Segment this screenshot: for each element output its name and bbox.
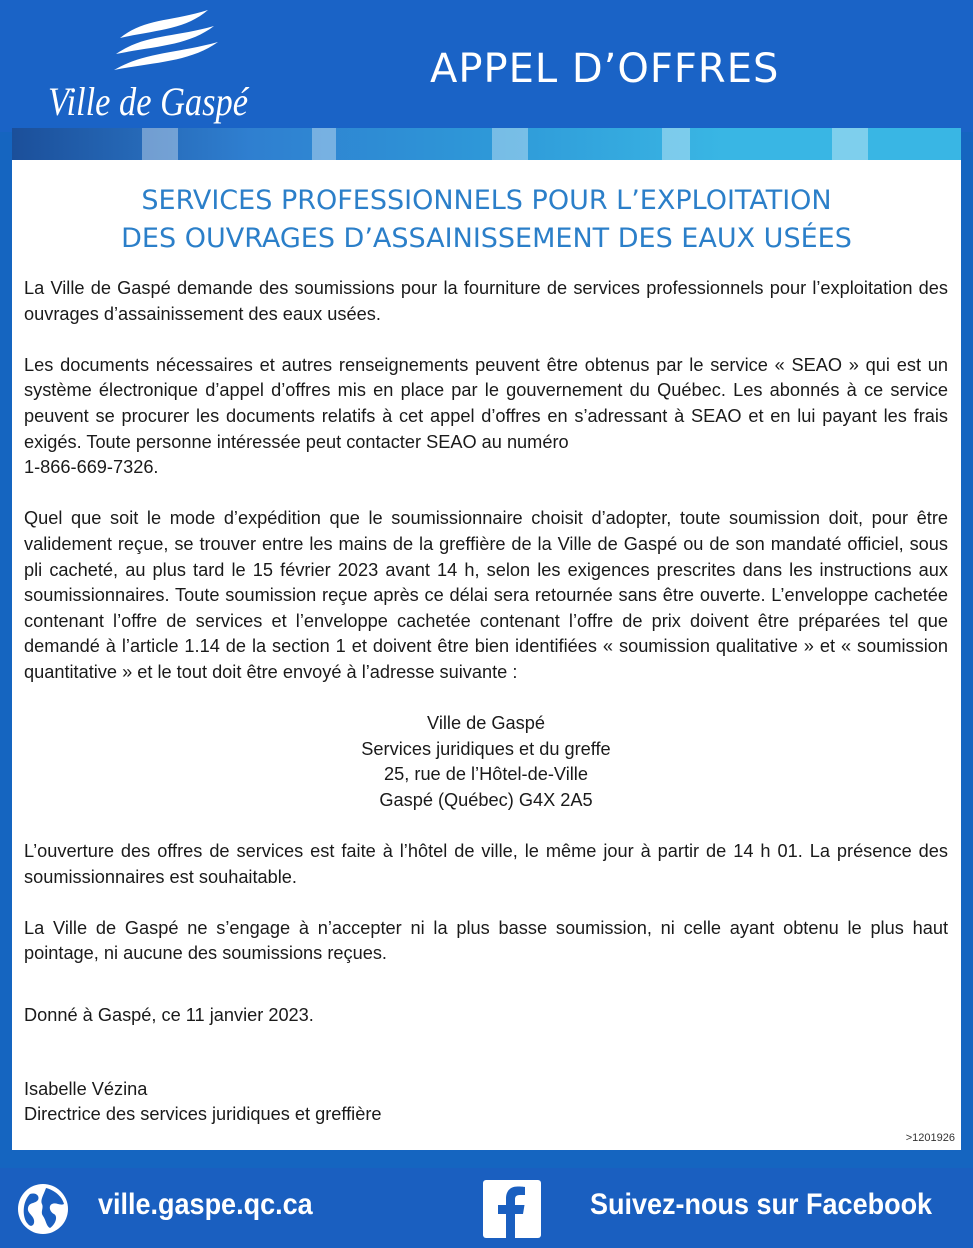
facebook-follow-link[interactable]: Suivez-nous sur Facebook [590,1188,933,1221]
paragraph-documents [24,353,948,481]
paragraph-submission: Quel que soit le mode d’expédition que le soumissionnaire choisit d’adopter, toute soumission doit, pour être validement reçue, se trouver entre les mains de la greffière de la Ville de Gaspé ou de son mandaté officiel, sous pli cacheté, au plus tard le 15 février 2023 avant 14 h, selon les exigences prescrites dans les instructions aux soumissionnaires. Toute soumission reçue après ce délai sera retournée sans être ouverte. L’enveloppe cachetée contenant l’offre de services et l’enveloppe cachetée contenant l’offre de prix doivent être préparées tel que demandé à l’article 1.14 de la section 1 et doivent être bien identifiées « soumission qualitative » et « soumission quantitative » et le tout doit être envoyé à l’adresse suivante : [24,508,948,682]
notice-title-line2: DES OUVRAGES D’ASSAINISSEMENT DES EAUX USÉES [121,223,852,254]
paragraph-intro: La Ville de Gaspé demande des soumissions pour la fourniture de services professionnels pour l’exploitation des ouvrages d’assainissement des eaux usées. [24,278,948,324]
logo-text: Ville de Gaspé [48,79,248,124]
signature-block [24,1077,948,1128]
notice-body [24,276,948,1128]
globe-icon [16,1182,70,1236]
website-link[interactable]: ville.gaspe.qc.ca [98,1188,313,1221]
header-banner [0,0,973,132]
notice-title [12,182,961,258]
page-title: APPEL D’OFFRES [430,46,780,92]
notice-title-line1: SERVICES PROFESSIONNELS POUR L’EXPLOITATION [141,185,832,216]
footer-banner [0,1168,973,1248]
address-line1: Ville de Gaspé [427,713,545,734]
date-line: Donné à Gaspé, ce 11 janvier 2023. [24,1005,314,1026]
address-block [24,711,948,813]
signatory-name: Isabelle Vézina [24,1078,148,1099]
notice-content [12,160,961,1150]
address-line4: Gaspé (Québec) G4X 2A5 [379,789,593,810]
signatory-title: Directrice des services juridiques et greffière [24,1104,382,1125]
paragraph-documents-text: Les documents nécessaires et autres renseignements peuvent être obtenus par le service « SEAO » qui est un système électronique d’appel d’offres mis en place par le gouvernement du Québec. Les abonnés à ce service peuvent se procurer les documents relatifs à cet appel d’offres en s’adressant à SEAO et en lui payant les frais exigés. Toute personne intéressée peut contacter SEAO au numéro [24,354,948,452]
facebook-f-glyph [483,1180,541,1238]
paragraph-disclaimer: La Ville de Gaspé ne s’engage à n’accepter ni la plus basse soumission, ni celle ayant obtenu le plus haut pointage, ni aucune des soumissions reçues. [24,917,948,964]
address-line3: 25, rue de l’Hôtel-de-Ville [384,764,588,785]
paragraph-opening: L’ouverture des offres de services est faite à l’hôtel de ville, le même jour à partir de 14 h 01. La présence des soumissionnaires est souhaitable. [24,841,948,887]
decorative-stripe [12,128,961,160]
phone-number: 1-866-669-7326. [24,457,159,478]
ville-de-gaspe-logo [40,8,280,128]
facebook-icon[interactable] [483,1180,541,1238]
waves-icon [110,8,220,78]
address-line2: Services juridiques et du greffe [361,738,611,759]
reference-number: >1201926 [905,1132,955,1144]
